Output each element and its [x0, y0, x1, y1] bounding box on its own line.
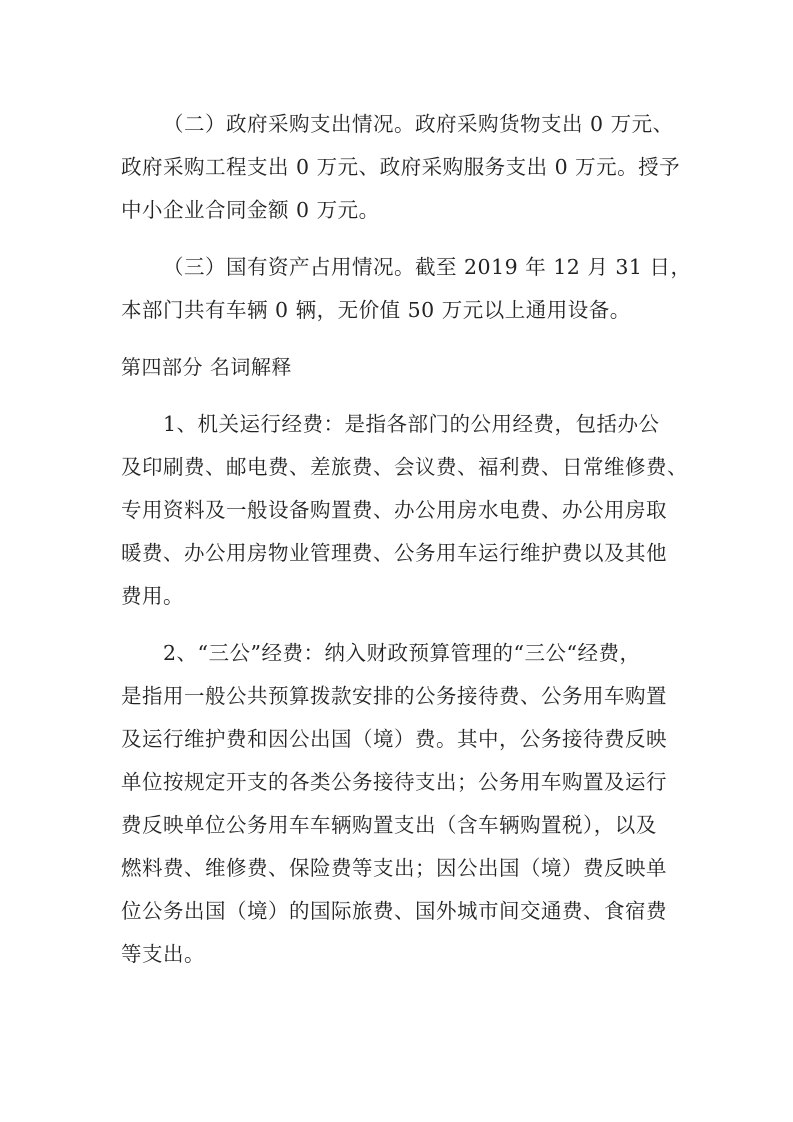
paragraph-line: 及印刷费、邮电费、差旅费、会议费、福利费、日常维修费、	[121, 455, 688, 479]
paragraph-line: 政府采购工程支出 0 万元、政府采购服务支出 0 万元。授予	[121, 155, 681, 179]
paragraph-line: （二）政府采购支出情况。政府采购货物支出 0 万元、	[163, 112, 674, 136]
paragraph-line: 1、机关运行经费：是指各部门的公用经费，包括办公	[163, 412, 660, 436]
paragraph-line: 燃料费、维修费、保险费等支出；因公出国（境）费反映单	[121, 856, 667, 880]
paragraph-line: （三）国有资产占用情况。截至 2019 年 12 月 31 日，	[163, 255, 692, 279]
paragraph-line: 2、“三公”经费：纳入财政预算管理的“三公“经费，	[163, 641, 641, 665]
paragraph-line: 费反映单位公务用车车辆购置支出（含车辆购置税），以及	[121, 813, 657, 837]
paragraph-line: 是指用一般公共预算拨款安排的公务接待费、公务用车购置	[121, 684, 667, 708]
paragraph-line: 费用。	[121, 584, 184, 608]
paragraph-line: 等支出。	[121, 942, 205, 966]
paragraph-line: 及运行维护费和因公出国（境）费。其中，公务接待费反映	[121, 727, 667, 751]
paragraph-line: 中小企业合同金额 0 万元。	[121, 198, 380, 222]
paragraph-line: 单位按规定开支的各类公务接待支出；公务用车购置及运行	[121, 770, 667, 794]
paragraph-line: 暖费、办公用房物业管理费、公务用车运行维护费以及其他	[121, 541, 667, 565]
section-heading: 第四部分 名词解释	[121, 355, 292, 379]
paragraph-line: 位公务出国（境）的国际旅费、国外城市间交通费、食宿费	[121, 899, 667, 923]
paragraph-line: 本部门共有车辆 0 辆，无价值 50 万元以上通用设备。	[121, 298, 631, 322]
paragraph-line: 专用资料及一般设备购置费、办公用房水电费、办公用房取	[121, 498, 667, 522]
